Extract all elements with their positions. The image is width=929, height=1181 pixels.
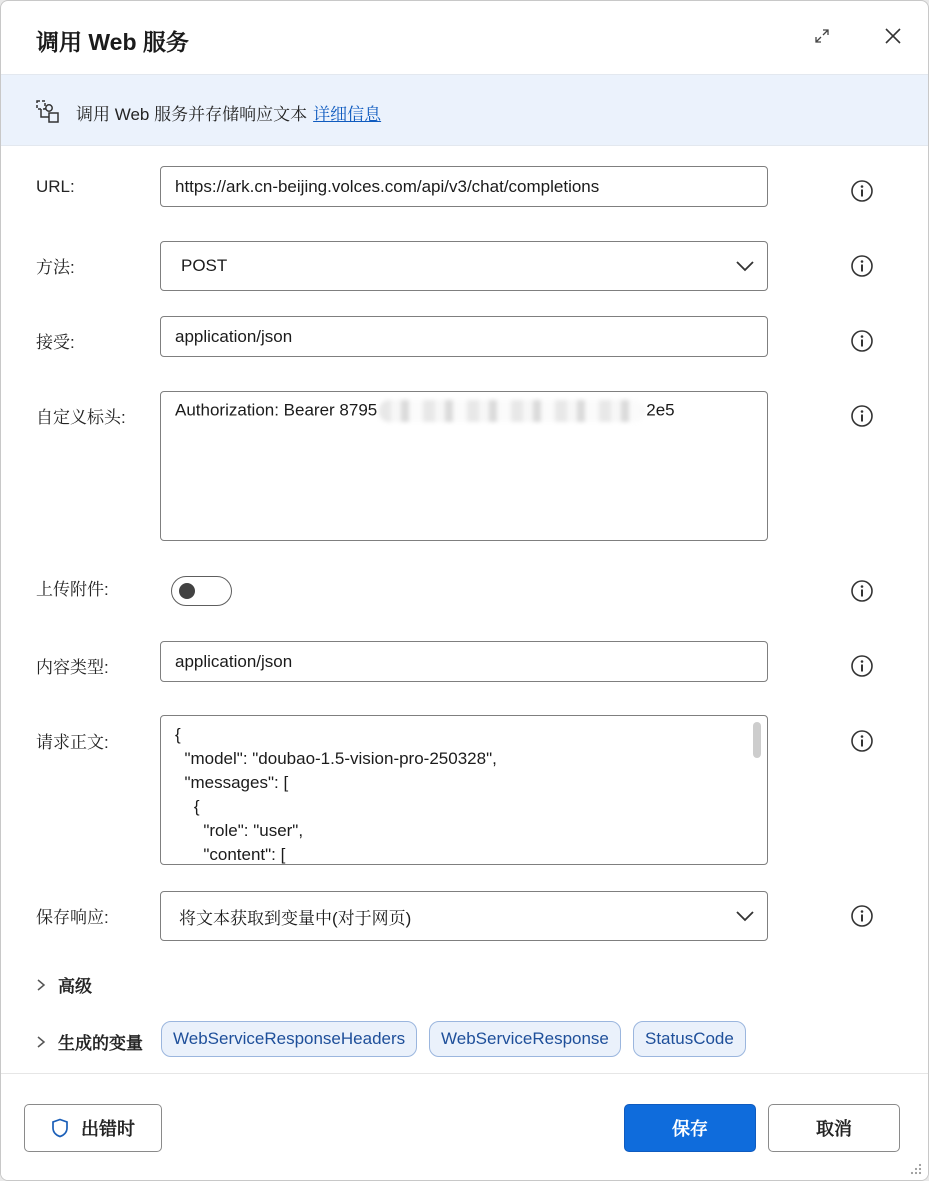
upload-label: 上传附件: <box>36 580 109 599</box>
accept-label: 接受: <box>36 333 75 352</box>
method-label: 方法: <box>36 258 75 277</box>
headers-value-start: Authorization: Bearer 8795 <box>175 400 378 420</box>
on-error-label: 出错时 <box>81 1119 135 1139</box>
variable-chip[interactable]: WebServiceResponse <box>429 1021 621 1057</box>
upload-toggle[interactable] <box>171 576 232 606</box>
url-value: https://ark.cn-beijing.volces.com/api/v3/chat/completions <box>175 176 600 196</box>
request-body-label: 请求正文: <box>36 733 109 752</box>
info-icon[interactable] <box>850 404 874 428</box>
redacted-token <box>379 400 644 422</box>
save-button[interactable]: 保存 <box>624 1104 756 1152</box>
variable-chip[interactable]: StatusCode <box>633 1021 746 1057</box>
method-value: POST <box>181 256 228 275</box>
advanced-label: 高级 <box>58 977 92 996</box>
content-type-value: application/json <box>175 651 293 671</box>
resize-grip-icon[interactable] <box>908 1161 922 1175</box>
info-icon[interactable] <box>850 729 874 753</box>
advanced-section-toggle[interactable] <box>36 972 92 997</box>
headers-label: 自定义标头: <box>36 408 126 427</box>
info-icon[interactable] <box>850 254 874 278</box>
details-link[interactable]: 详细信息 <box>313 105 382 124</box>
dialog-footer <box>1 1073 928 1181</box>
content-type-input[interactable] <box>160 641 768 682</box>
url-input[interactable] <box>160 166 768 207</box>
shield-icon <box>51 1118 69 1138</box>
expand-button[interactable] <box>807 21 837 51</box>
toggle-knob <box>179 583 195 599</box>
info-icon[interactable] <box>850 654 874 678</box>
chevron-right-icon <box>36 978 46 992</box>
request-body-textarea[interactable] <box>160 715 768 865</box>
save-response-label: 保存响应: <box>36 908 109 927</box>
headers-value-end: 2e5 <box>646 400 675 420</box>
save-response-select[interactable] <box>160 891 768 941</box>
info-icon[interactable] <box>850 579 874 603</box>
headers-textarea[interactable] <box>160 391 768 541</box>
close-icon <box>884 27 902 45</box>
generated-vars-label: 生成的变量 <box>58 1034 143 1053</box>
method-select[interactable] <box>160 241 768 291</box>
request-body-value: { "model": "doubao-1.5-vision-pro-250328", "messages": [ { "role": "user", "content": [ <box>175 725 497 864</box>
expand-icon <box>814 28 830 44</box>
info-icon[interactable] <box>850 329 874 353</box>
generated-vars-toggle[interactable] <box>36 1029 143 1054</box>
banner-description: 调用 Web 服务并存储响应文本 <box>76 105 308 124</box>
banner-text <box>76 100 381 125</box>
on-error-button[interactable] <box>24 1104 162 1152</box>
accept-input[interactable] <box>160 316 768 357</box>
info-icon[interactable] <box>850 179 874 203</box>
variable-chip[interactable]: WebServiceResponseHeaders <box>161 1021 417 1057</box>
web-service-icon <box>35 99 61 125</box>
scrollbar-thumb[interactable] <box>753 722 761 758</box>
url-label: URL: <box>36 177 75 196</box>
close-button[interactable] <box>878 21 908 51</box>
save-response-value: 将文本获取到变量中(对于网页) <box>179 908 412 928</box>
accept-value: application/json <box>175 326 293 346</box>
chevron-down-icon <box>735 260 755 272</box>
info-banner <box>1 74 928 146</box>
content-type-label: 内容类型: <box>36 658 109 677</box>
headers-value <box>175 400 675 422</box>
chevron-down-icon <box>735 910 755 922</box>
dialog-title: 调用 Web 服务 <box>36 29 189 55</box>
chevron-right-icon <box>36 1035 46 1049</box>
cancel-button[interactable]: 取消 <box>768 1104 900 1152</box>
info-icon[interactable] <box>850 904 874 928</box>
